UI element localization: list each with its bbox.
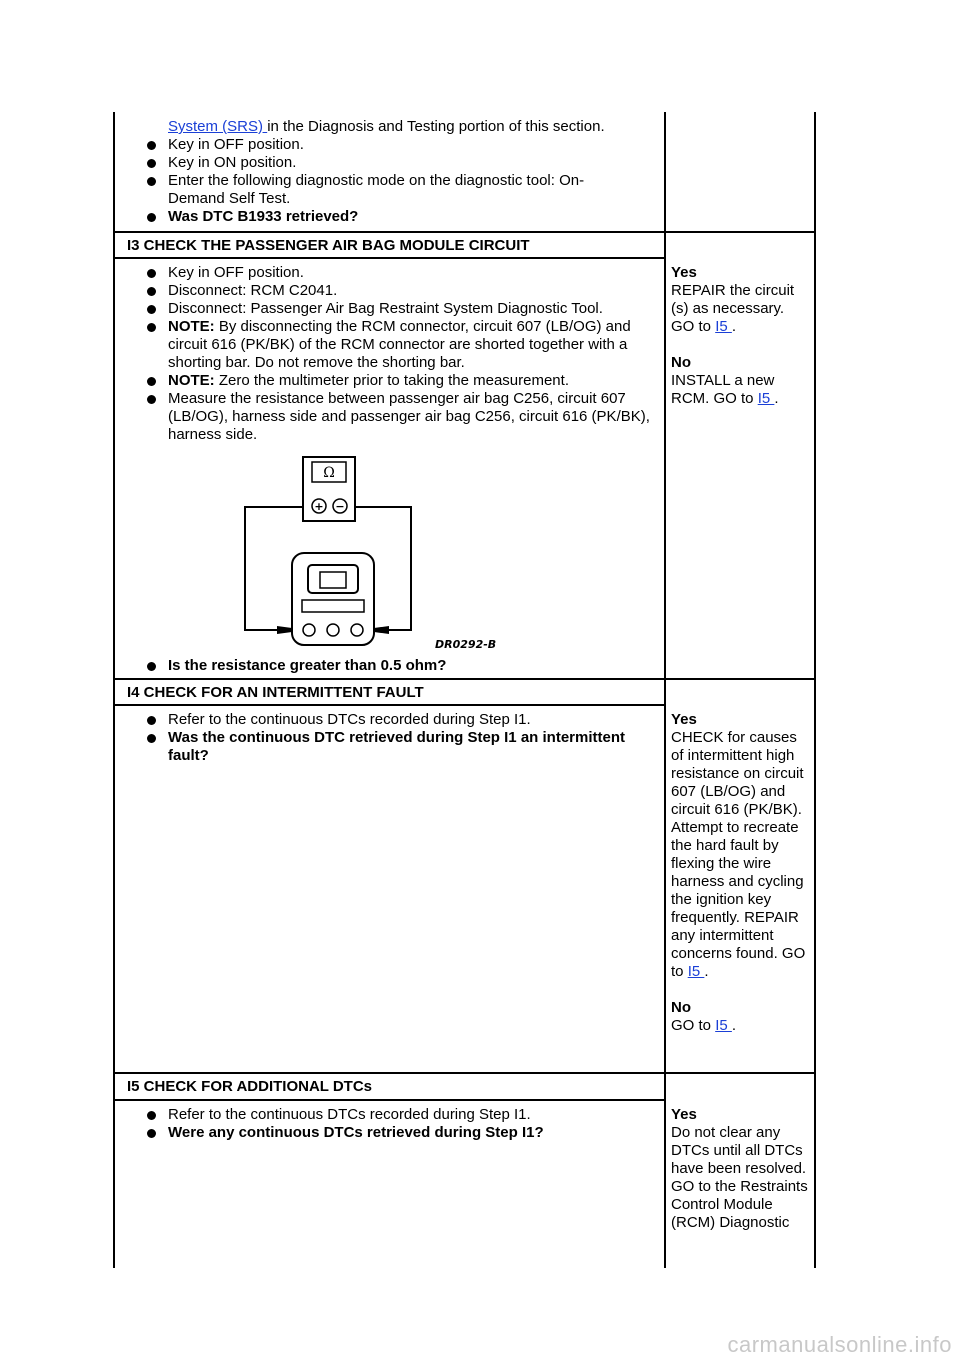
no-label: No (671, 354, 691, 371)
note-label: NOTE: (168, 318, 215, 335)
i4-question: Was the continuous DTC retrieved during Step I1 an intermittent fault? (144, 729, 662, 765)
table-right-border (814, 112, 816, 1268)
table-middle-border (664, 112, 666, 1268)
connector-pin (327, 624, 339, 636)
plus-label: + (314, 500, 324, 513)
i5-yes-action: Do not clear any DTCs until all DTCs have been resolved. GO to the Restraints Control Module (RCM) Diagnostic (671, 1124, 808, 1231)
note-text: Zero the multimeter prior to taking the measurement. (214, 372, 569, 389)
i5-step-refer: Refer to the continuous DTCs recorded during Step I1. (144, 1106, 662, 1124)
srs-reference-line (144, 118, 662, 136)
yes-label: Yes (671, 264, 697, 281)
period: . (774, 390, 779, 407)
no-text: GO to (671, 1017, 716, 1034)
srs-link-tail: in the Diagnosis and Testing portion of this section. (267, 118, 605, 135)
row-divider-i4 (113, 678, 816, 680)
srs-link[interactable]: System (SRS) (168, 118, 268, 135)
goto-i5-link[interactable]: I5 (715, 1017, 732, 1034)
yes-text: CHECK for causes of intermittent high resistance on circuit 607 (LB/OG) and circuit 616 (PK/BK). Attempt to recreate the hard fault by flexing the wire harness and cycling the ignition key frequently. REPAIR any intermittent concerns found. GO to (671, 729, 806, 980)
i3-instructions (144, 264, 662, 444)
i3-step-key-off: Key in OFF position. (144, 264, 662, 282)
i4-no-action (671, 1017, 813, 1035)
i3-step-disconnect-tool: Disconnect: Passenger Air Bag Restraint System Diagnostic Tool. (144, 300, 662, 318)
header-divider-i3 (113, 257, 666, 259)
i3-question-block (144, 657, 662, 675)
i4-instructions (144, 711, 662, 765)
i5-instructions (144, 1106, 662, 1142)
i3-note-zero-meter (144, 372, 662, 390)
goto-i5-link[interactable]: I5 (687, 963, 705, 980)
i5-question: Were any continuous DTCs retrieved during Step I1? (144, 1124, 662, 1142)
i3-step-disconnect-rcm: Disconnect: RCM C2041. (144, 282, 662, 300)
figure-label: DR0292-B (435, 638, 497, 650)
multimeter-connector-diagram (230, 450, 510, 650)
question-b1933: Was DTC B1933 retrieved? (144, 208, 662, 226)
i3-step-measure: Measure the resistance between passenger air bag C256, circuit 607 (LB/OG), harness side and passenger air bag C256, circuit 616 (PK/BK), harness side. (144, 390, 662, 444)
step-key-on: Key in ON position. (144, 154, 662, 172)
no-label: No (671, 999, 691, 1016)
i4-step-refer: Refer to the continuous DTCs recorded during Step I1. (144, 711, 662, 729)
goto-i5-link[interactable]: I5 (757, 390, 775, 407)
step-self-test: Enter the following diagnostic mode on the diagnostic tool: On-Demand Self Test. (144, 172, 662, 208)
period: . (731, 318, 737, 335)
row-divider-i3 (113, 231, 816, 233)
connector-latch-inner (320, 572, 346, 588)
watermark: carmanualsonline.info (727, 1332, 952, 1357)
table-left-border (113, 112, 115, 1268)
goto-i5-link[interactable]: I5 (715, 318, 732, 335)
connector-pin (351, 624, 363, 636)
i3-question: Is the resistance greater than 0.5 ohm? (144, 657, 662, 675)
ohm-symbol: Ω (323, 465, 335, 481)
i3-header: I3 CHECK THE PASSENGER AIR BAG MODULE CIRCUIT (127, 237, 530, 254)
note-label: NOTE: (168, 372, 215, 389)
note-text: By disconnecting the RCM connector, circuit 607 (LB/OG) and circuit 616 (PK/BK) of the RCM connector are shorted together with a shorting bar. Do not remove the shorting bar. (168, 318, 631, 371)
probe-left (277, 626, 292, 634)
row-divider-i5 (113, 1072, 816, 1074)
i3-no-action (671, 372, 811, 408)
header-divider-i4 (113, 704, 666, 706)
i5-header: I5 CHECK FOR ADDITIONAL DTCs (127, 1078, 373, 1095)
top-instructions (144, 118, 662, 226)
period: . (731, 1017, 737, 1034)
i4-yes-action (671, 729, 813, 981)
minus-label: − (335, 500, 345, 513)
yes-label: Yes (671, 711, 697, 728)
header-divider-i5 (113, 1099, 666, 1101)
i5-response (671, 1106, 811, 1232)
i4-response (671, 711, 813, 1035)
connector-slot (302, 600, 364, 612)
i4-header: I4 CHECK FOR AN INTERMITTENT FAULT (127, 684, 424, 701)
period: . (704, 963, 709, 980)
i3-note-shorting-bar (144, 318, 662, 372)
yes-label: Yes (671, 1106, 697, 1123)
step-key-off: Key in OFF position. (144, 136, 662, 154)
yes-text: REPAIR the circuit (s) as necessary. GO to (671, 282, 795, 335)
connector-pin (303, 624, 315, 636)
probe-right (374, 626, 389, 634)
i3-yes-action (671, 282, 811, 336)
no-text: INSTALL a new RCM. GO to (671, 372, 775, 407)
i3-response (671, 264, 811, 408)
